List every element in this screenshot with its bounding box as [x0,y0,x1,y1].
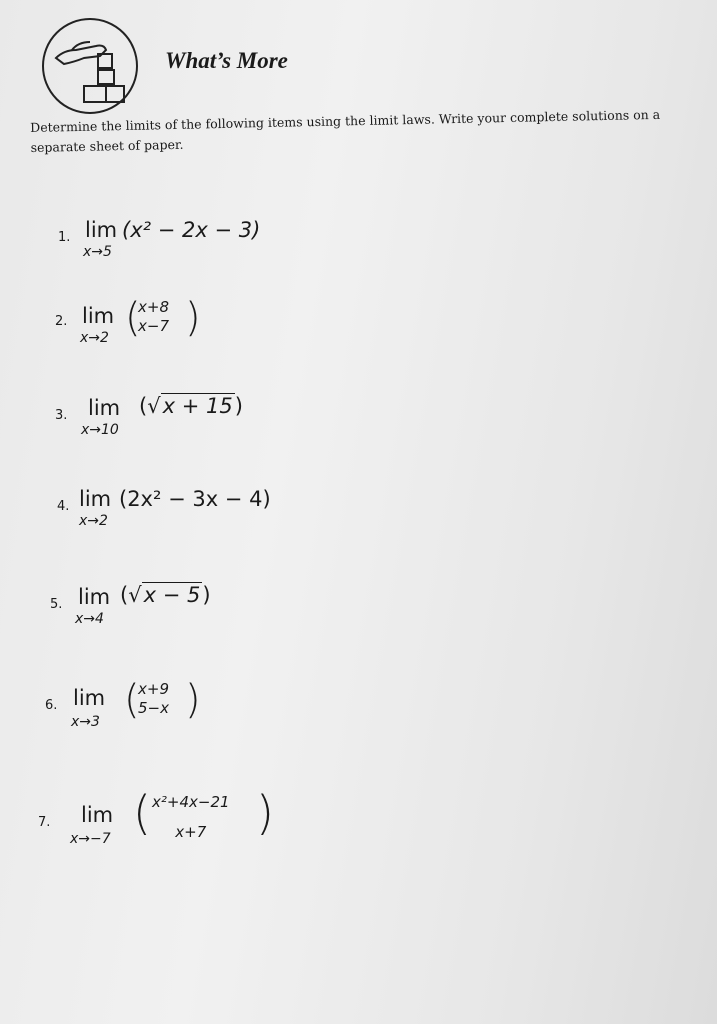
fraction-numerator: x+8 [138,298,169,316]
right-paren: ) [185,677,201,723]
instructions: Determine the limits of the following items using the limit laws. Write your complete solutions on a separate sheet of paper. [30,106,661,155]
whats-more-logo [42,18,138,114]
fraction [138,680,169,718]
fraction [152,787,230,847]
lim-label: lim [85,218,118,242]
lim-label: lim [81,803,114,827]
fraction-denominator: x+7 [175,823,207,841]
lim-subscript: x→−7 [70,831,111,847]
limit-expression: (x² − 2x − 3) [122,218,261,242]
radical-icon: √ [147,394,161,418]
fraction-denominator: x−7 [138,317,169,335]
item-number: 1. [58,230,71,245]
lim-subscript: x→4 [75,611,104,627]
lim-subscript: x→5 [83,244,112,260]
item-number: 7. [38,815,51,830]
left-paren: ( [124,677,140,723]
limit-expression [120,583,211,607]
fraction-denominator: 5−x [138,699,169,717]
limit-expression [139,394,243,418]
left-paren: ( [133,786,151,840]
lim-label: lim [82,304,115,328]
lim-label: lim [79,487,112,511]
radical-icon: √ [128,583,142,607]
item-number: 4. [57,499,70,514]
lim-subscript: x→10 [81,422,119,438]
lim-subscript: x→3 [71,714,100,730]
lim-label: lim [78,585,111,609]
right-paren: ) [202,583,211,607]
lim-subscript: x→2 [80,330,109,346]
fraction-numerator: x²+4x−21 [152,793,230,811]
left-paren: ( [139,394,148,418]
right-paren: ) [234,394,243,418]
radicand: x − 5 [143,583,201,607]
fraction-numerator: x+9 [138,680,169,698]
left-paren: ( [125,295,141,341]
item-number: 5. [50,597,63,612]
left-paren: ( [120,583,129,607]
item-number: 2. [55,314,68,329]
lim-subscript: x→2 [79,513,108,529]
right-paren: ) [185,295,201,341]
limit-expression: (2x² − 3x − 4) [119,487,271,511]
fraction [138,298,169,336]
section-title: What’s More [165,48,288,73]
radicand: x + 15 [162,394,233,418]
lim-label: lim [73,686,106,710]
lim-label: lim [88,396,121,420]
item-number: 6. [45,698,58,713]
hand-blocks-icon [44,20,136,112]
right-paren: ) [256,786,274,840]
item-number: 3. [55,408,68,423]
